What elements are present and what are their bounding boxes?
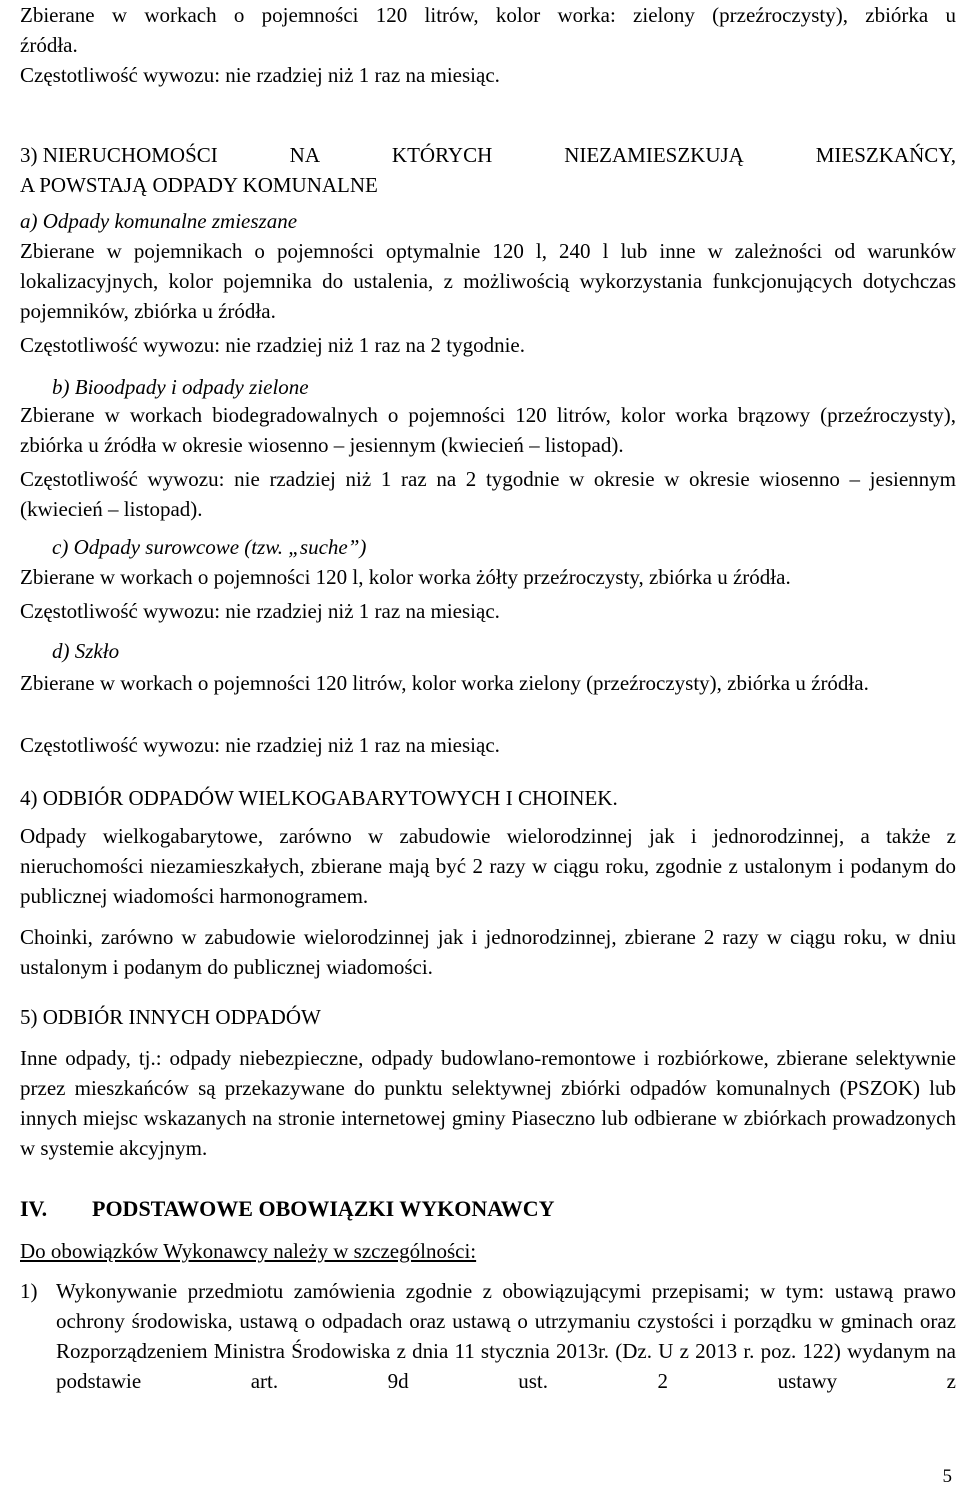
subsection-a-title: a) Odpady komunalne zmieszane — [20, 209, 298, 233]
heading-word: NA — [289, 143, 321, 167]
subsection-a-text: Zbierane w pojemnikach o pojemności optymalnie 120 l, 240 l lub inne w zależności od warunków lokalizacyjnych, kolor pojemnika do ustalenia, z możliwością wykorzystania funkcjonujących dotychczas pojemników, zbiórka u źródła. — [20, 239, 956, 323]
subsection-b-frequency: Częstotliwość wywozu: nie rzadziej niż 1 raz na 2 tygodnie w okresie w okresie wiosenno – jesiennym (kwiecień – listopad). — [20, 467, 956, 521]
subsection-c-title: c) Odpady surowcowe (tzw. „suche”) — [52, 535, 367, 559]
section-3-heading-line-1 — [20, 140, 956, 170]
heading-word: KTÓRYCH — [391, 143, 493, 167]
section-3-heading-line-2: A POWSTAJĄ ODPADY KOMUNALNE — [20, 173, 378, 197]
section-5-paragraph: Inne odpady, tj.: odpady niebezpieczne, odpady budowlano-remontowe i rozbiórkowe, zbierane selektywnie przez mieszkańców są przekazywane do punktu selektywnej zbiórki odpadów komunalnych (PSZOK) lub innych miejsc wskazanych na stronie internetowej gminy Piaseczno lub odbierane w zbiórkach prowadzonych w systemie akcyjnym. — [20, 1046, 956, 1160]
intro-block — [20, 0, 956, 90]
section-iv-number: IV. — [20, 1196, 48, 1221]
intro-line-1: Zbierane w workach o pojemności 120 litrów, kolor worka: zielony (przeźroczysty), zbiórka u — [20, 3, 956, 27]
section-iv-heading — [20, 1194, 554, 1224]
obligation-item-number: 1) — [20, 1279, 38, 1303]
subsection-b-title: b) Bioodpady i odpady zielone — [52, 375, 309, 399]
intro-frequency: Częstotliwość wywozu: nie rzadziej niż 1 raz na miesiąc. — [20, 63, 500, 87]
heading-word: NIEZAMIESZKUJĄ — [564, 143, 744, 167]
subsection-a-frequency: Częstotliwość wywozu: nie rzadziej niż 1 raz na 2 tygodnie. — [20, 333, 526, 357]
subsection-c-text: Zbierane w workach o pojemności 120 l, kolor worka żółty przeźroczysty, zbiórka u źródła. — [20, 565, 791, 589]
section-4-paragraph-1: Odpady wielkogabarytowe, zarówno w zabudowie wielorodzinnej jak i jednorodzinnej, a także z nieruchomości niezamieszkałych, zbierane mają być 2 razy w ciągu roku, zgodnie z ustalonym i podanym do publicznej wiadomości harmonogramem. — [20, 824, 956, 908]
section-5-heading: 5) ODBIÓR INNYCH ODPADÓW — [20, 1005, 321, 1029]
page-number: 5 — [942, 1466, 952, 1487]
obligation-item-1 — [20, 1276, 956, 1396]
intro-line-2: źródła. — [20, 33, 78, 57]
subsection-b-text: Zbierane w workach biodegradowalnych o pojemności 120 litrów, kolor worka brązowy (przeźroczysty), zbiórka u źródła w okresie wiosenno – jesiennym (kwiecień – listopad). — [20, 403, 956, 457]
section-3-heading — [20, 140, 956, 200]
heading-word: 3) NIERUCHOMOŚCI — [20, 143, 218, 167]
subsection-c-frequency: Częstotliwość wywozu: nie rzadziej niż 1 raz na miesiąc. — [20, 599, 500, 623]
section-iv-title: PODSTAWOWE OBOWIĄZKI WYKONAWCY — [92, 1196, 555, 1221]
section-4-heading: 4) ODBIÓR ODPADÓW WIELKOGABARYTOWYCH I CHOINEK. — [20, 786, 618, 810]
heading-word: MIESZKAŃCY, — [815, 143, 956, 167]
section-iv-subtitle: Do obowiązków Wykonawcy należy w szczególności: — [20, 1239, 477, 1263]
section-4-paragraph-2: Choinki, zarówno w zabudowie wielorodzinnej jak i jednorodzinnej, zbierane 2 razy w ciągu roku, w dniu ustalonym i podanym do publicznej wiadomości. — [20, 925, 956, 979]
subsection-a — [20, 206, 956, 326]
subsection-d-text: Zbierane w workach o pojemności 120 litrów, kolor worka zielony (przeźroczysty), zbiórka u źródła. — [20, 671, 869, 695]
subsection-d-title: d) Szkło — [52, 639, 120, 663]
subsection-d-frequency: Częstotliwość wywozu: nie rzadziej niż 1 raz na miesiąc. — [20, 733, 500, 757]
obligation-item-text: Wykonywanie przedmiotu zamówienia zgodnie z obowiązującymi przepisami; w tym: ustawą prawo ochrony środowiska, ustawą o odpadach oraz ustawą o utrzymaniu czystości i porządku w gminach oraz Rozporządzeniem Ministra Środowiska z dnia 11 stycznia 2013r. (Dz. U z 2013 r. poz. 122) wydanym na podstawie art. 9d ust. 2 ustawy z — [56, 1279, 956, 1393]
